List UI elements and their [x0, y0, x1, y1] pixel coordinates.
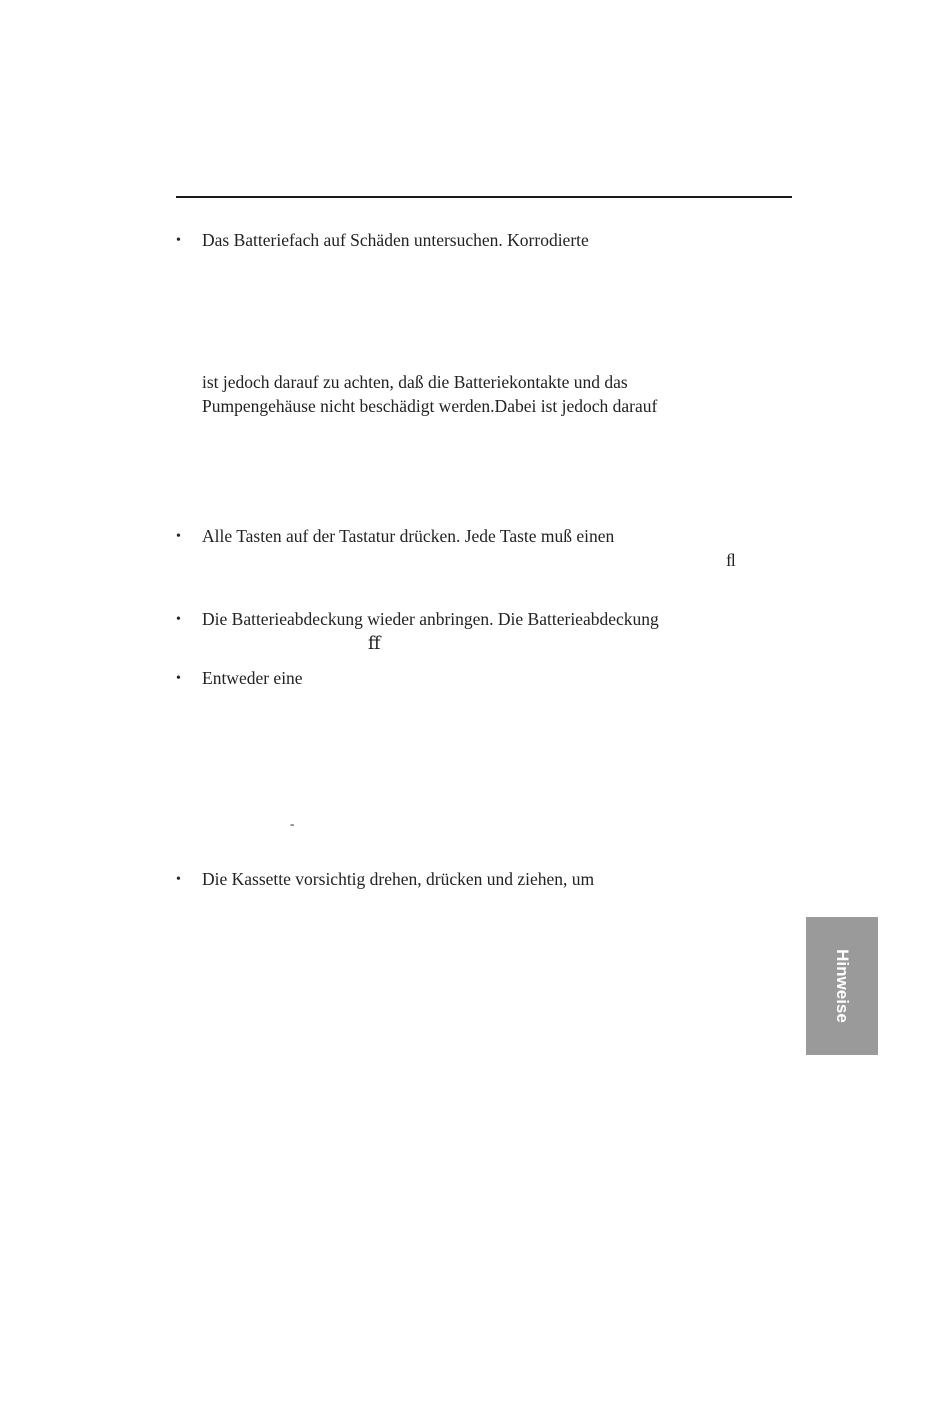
bullet-text: Die Batterieabdeckung wieder anbringen. Die Batterieabdeckung	[202, 609, 659, 629]
bullet-text: Die Kassette vorsichtig drehen, drücken und ziehen, um	[202, 869, 595, 889]
bullet-text: Entweder eine	[202, 668, 303, 688]
bullet-marker: •	[176, 529, 181, 544]
dash-fragment: -	[290, 816, 295, 831]
section-tab-label: Hinweise	[833, 949, 852, 1023]
header-rule	[176, 196, 792, 198]
bullet-marker: •	[176, 671, 181, 686]
bullet-marker: •	[176, 612, 181, 627]
ligature-fragment: ﬀ	[368, 633, 381, 653]
bullet-text: Das Batteriefach auf Schäden untersuchen. Korrodierte	[202, 230, 589, 250]
section-tab	[806, 917, 878, 1055]
continuation-text: Pumpengehäuse nicht beschädigt werden.Dabei ist jedoch darauf	[202, 396, 658, 416]
ligature-fragment: ﬂ	[726, 550, 736, 570]
bullet-marker: •	[176, 872, 181, 887]
continuation-text: ist jedoch darauf zu achten, daß die Batteriekontakte und das	[202, 372, 628, 392]
bullet-marker: •	[176, 233, 181, 248]
bullet-text: Alle Tasten auf der Tastatur drücken. Jede Taste muß einen	[202, 526, 615, 546]
